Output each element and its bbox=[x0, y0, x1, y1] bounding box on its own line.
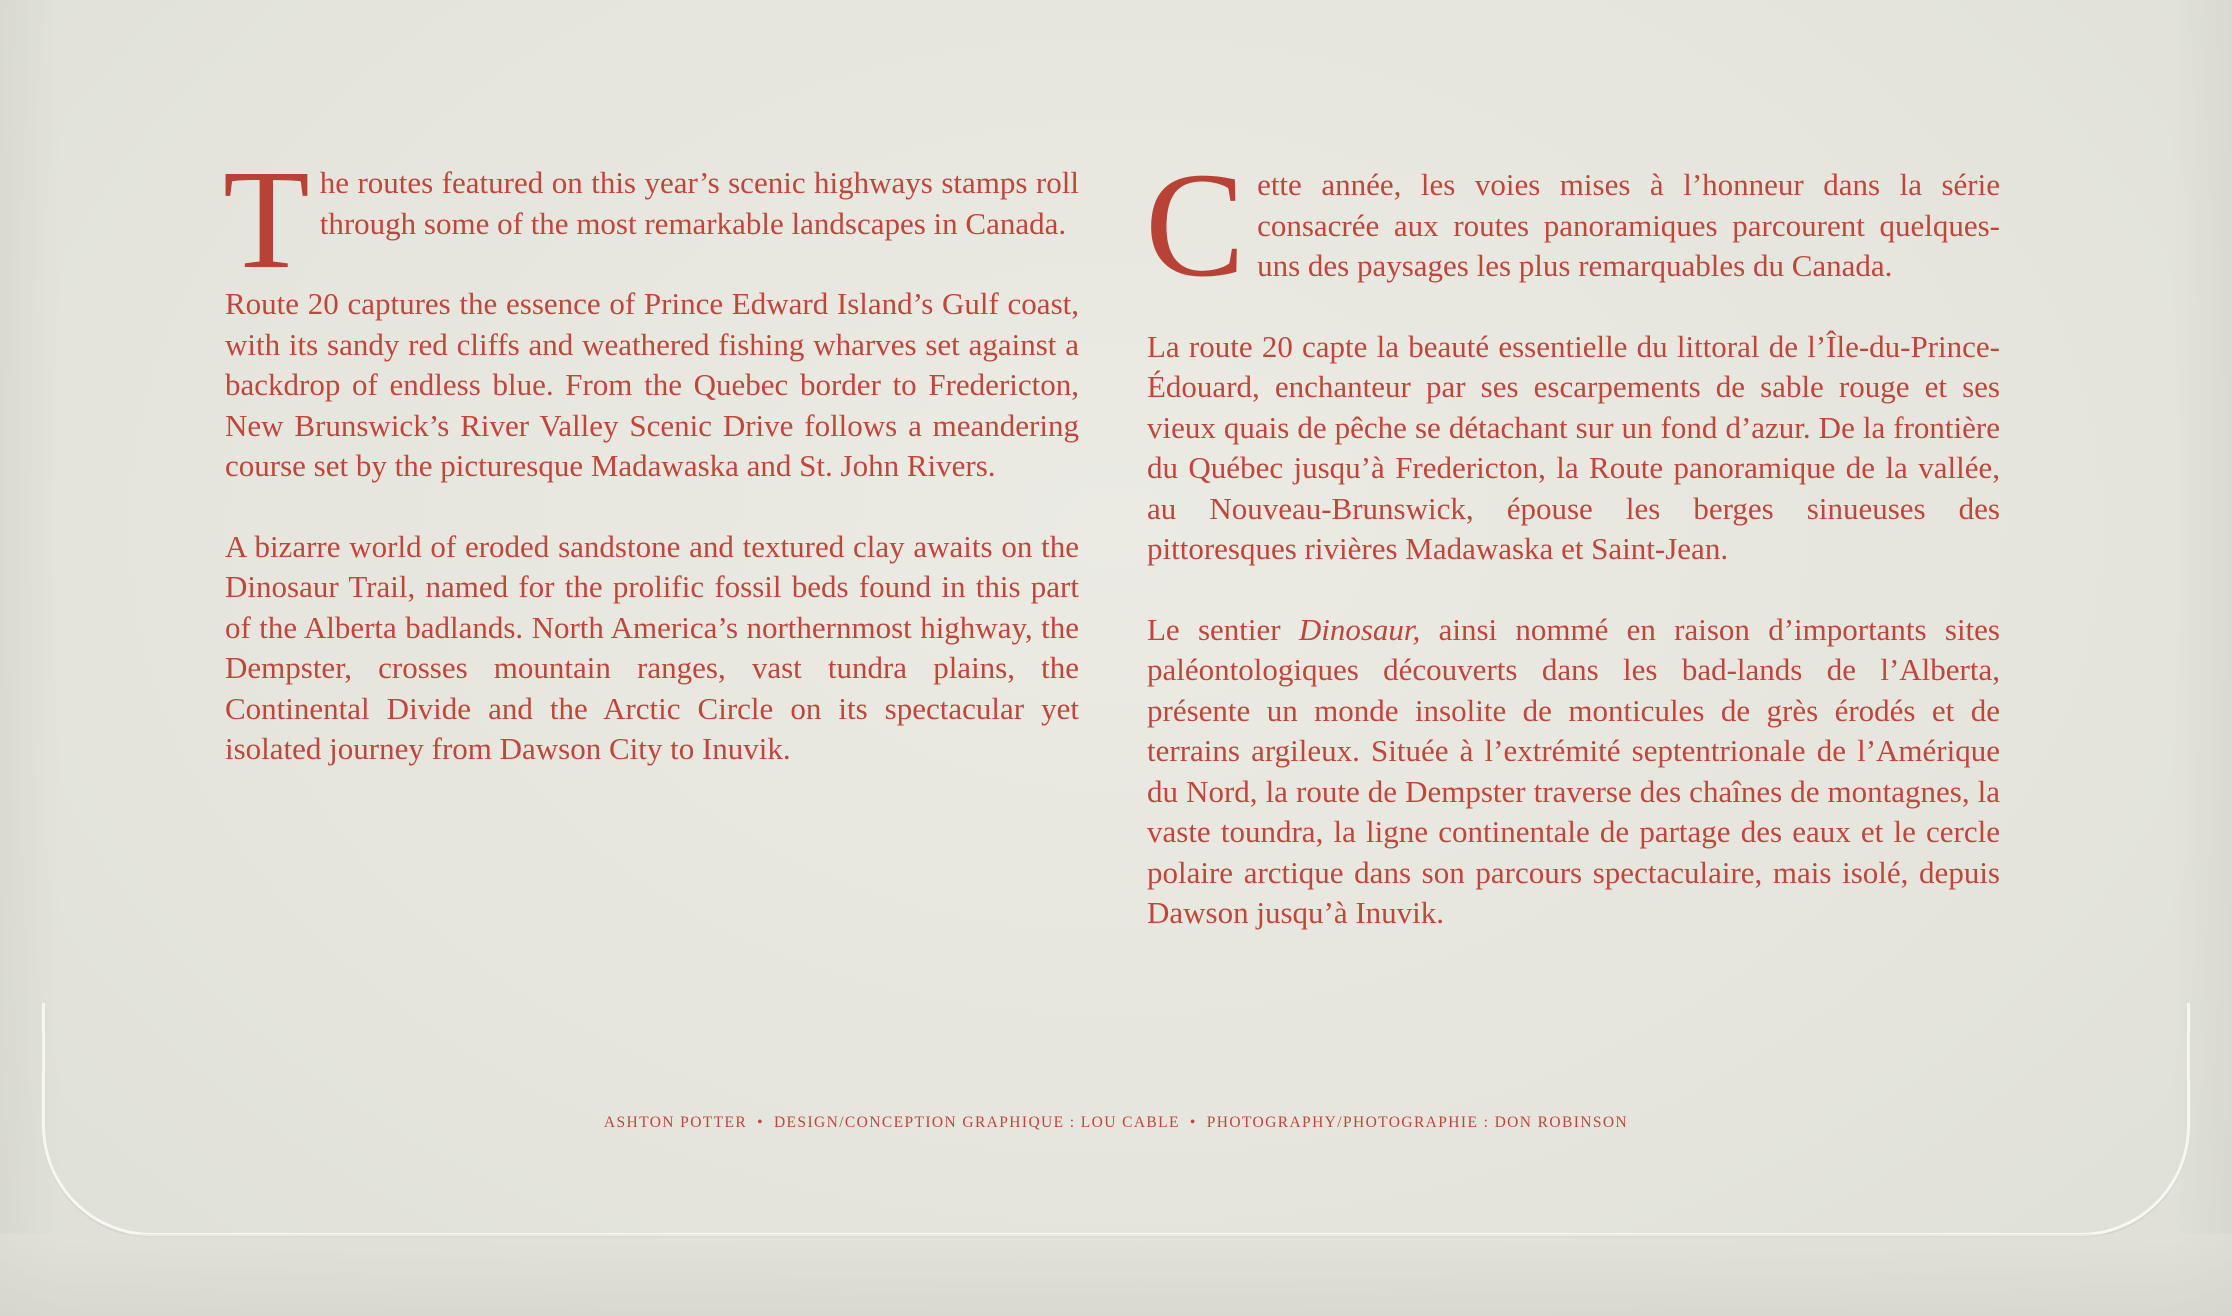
french-intro-text: ette année, les voies mises à l’honneur dans la série consacrée aux routes panoramiques parcourent quelques-uns des paysages les plus remarquables du Canada. bbox=[1257, 167, 2000, 283]
french-dinosaur-paragraph bbox=[1147, 610, 2000, 934]
credit-separator: • bbox=[757, 1114, 764, 1131]
french-p3-rest: ainsi nommé en raison d’importants sites paléontologiques découverts dans les bad-lands de l’Alberta, présente un monde insolite de monticules de grès érodés et de terrains argileux. Située à l’extrémité septentrionale de l’Amérique du Nord, la route de Dempster traverse des chaînes de montagnes, la vaste toundra, la ligne continentale de partage des eaux et le cercle polaire arctique dans son parcours spectaculaire, mais isolé, depuis Dawson jusqu’à Inuvik. bbox=[1147, 611, 2000, 930]
english-text-column bbox=[223, 140, 1079, 810]
credit-design: DESIGN/CONCEPTION GRAPHIQUE : LOU CABLE bbox=[773, 1114, 1180, 1131]
english-route-20-paragraph: Route 20 captures the essence of Prince Edward Island’s Gulf coast, with its sandy red cliffs and weathered fishing wharves set against a backdrop of endless blue. From the Quebec border to Fredericton, New Brunswick’s River Valley Scenic Drive follows a meandering course set by the picturesque Madawaska and St. John Rivers. bbox=[225, 286, 1079, 483]
credits-line bbox=[0, 1114, 2232, 1132]
english-dinosaur-paragraph: A bizarre world of eroded sandstone and textured clay awaits on the Dinosaur Trail, named for the prolific fossil beds found in this part of the Alberta badlands. North America’s northernmost highway, the Dempster, crosses mountain ranges, vast tundra plains, the Continental Divide and the Arctic Circle on its spectacular yet isolated journey from Dawson City to Inuvik. bbox=[225, 528, 1079, 766]
french-route-20-paragraph: La route 20 capte la beauté essentielle du littoral de l’Île-du-Prince-Édouard, enchanteur par ses escarpements de sable rouge et ses vieux quais de pêche se détachant sur un fond d’azur. De la frontière du Québec jusqu’à Fredericton, la Route panoramique de la vallée, au Nouveau-Brunswick, épouse les berges sinueuses des pittoresques rivières Madawaska et Saint-Jean. bbox=[1147, 328, 2000, 566]
french-p3-start: Le sentier bbox=[1147, 611, 1299, 647]
credit-printer: ASHTON POTTER bbox=[603, 1114, 748, 1131]
french-text-column bbox=[1145, 142, 2000, 974]
english-intro-paragraph bbox=[223, 140, 1079, 298]
french-intro-paragraph bbox=[1145, 142, 2000, 308]
envelope-bottom-strip bbox=[0, 1234, 2232, 1316]
french-drop-cap: C bbox=[1145, 142, 1246, 308]
french-dinosaur-italic: Dinosaur, bbox=[1298, 611, 1421, 647]
english-drop-cap: T bbox=[223, 140, 310, 298]
english-intro-text: he routes featured on this year’s scenic highways stamps roll through some of the most remarkable landscapes in Canada. bbox=[319, 165, 1079, 241]
credit-photography: PHOTOGRAPHY/PHOTOGRAPHIE : DON ROBINSON bbox=[1206, 1114, 1629, 1131]
credit-separator: • bbox=[1189, 1114, 1197, 1131]
